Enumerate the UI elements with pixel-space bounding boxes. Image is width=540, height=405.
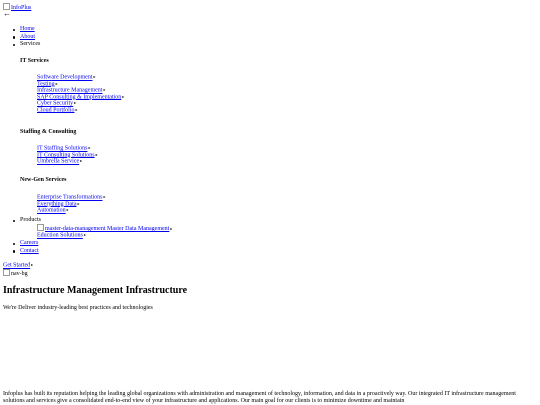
staffing-heading: Staffing & Consulting [20, 129, 77, 135]
caret-right-icon: ▸ [31, 262, 34, 267]
broken-image-icon [3, 269, 10, 276]
infrastructure-management-link[interactable]: Infrastructure Management [37, 87, 103, 94]
list-item[interactable] [37, 207, 106, 214]
caret-right-icon: ▸ [66, 207, 69, 212]
umbrella-service-link[interactable]: Umbrella Service [37, 158, 80, 165]
nav-about-link[interactable]: About [20, 33, 35, 40]
list-item[interactable] [37, 158, 98, 165]
caret-right-icon: ▸ [103, 87, 106, 92]
list-item[interactable] [37, 107, 124, 114]
nav-item-about[interactable] [20, 34, 40, 42]
mdm-image-alt: master-data-management [45, 226, 106, 232]
enterprise-transformations-link[interactable]: Enterprise Transformations [37, 194, 103, 201]
nav-item-services[interactable]: Services [20, 41, 41, 48]
mdm-label: Master Data Management [107, 226, 170, 232]
intro-paragraph: Infoplus has built its reputation helping the leading global organizations with administration and management of technology, information, and data in a proactively way. Our integrated IT infrastructure management solutions and services give a consolidated end-to-end view of your infrastructure and applications. Our main goal for our clients is to minimize downtime and maintain [3, 391, 516, 404]
nav-home-link[interactable]: Home [20, 26, 35, 32]
automation-link[interactable]: Automation [37, 207, 66, 214]
it-services-heading: IT Services [20, 58, 49, 64]
staffing-list [37, 145, 98, 165]
page-title: Infrastructure Management Infrastructure [3, 285, 188, 296]
nav-bg-alt: nav-bg [11, 271, 28, 277]
it-staffing-link[interactable]: IT Staffing Solutions [37, 145, 88, 152]
page-subtitle: We're Deliver industry-leading best practices and technologies [3, 305, 153, 311]
nav-careers-link[interactable]: Careers [20, 240, 39, 246]
caret-right-icon: ▸ [80, 158, 83, 163]
caret-right-icon: ▸ [122, 93, 125, 99]
nav-item-home[interactable] [20, 26, 40, 34]
products-list [37, 224, 172, 239]
main-nav [20, 26, 40, 49]
get-started-cta[interactable] [3, 262, 33, 269]
caret-right-icon: ▸ [74, 100, 77, 105]
caret-right-icon: ▸ [77, 200, 80, 206]
caret-right-icon: ▸ [55, 80, 58, 86]
nav-item-careers[interactable] [20, 240, 39, 248]
caret-right-icon: ▸ [75, 106, 78, 112]
newgen-list [37, 194, 106, 214]
list-item[interactable] [37, 232, 172, 239]
list-item[interactable] [37, 194, 106, 201]
nav-bg-image [3, 269, 28, 277]
sap-consulting-link[interactable]: SAP Consulting & Implementation [37, 94, 122, 100]
cyber-security-link[interactable]: Cyber Security [37, 100, 74, 107]
get-started-button[interactable]: Get Started [3, 262, 31, 269]
caret-right-icon: ▸ [93, 74, 96, 79]
caret-right-icon: ▸ [95, 151, 98, 157]
newgen-heading: New-Gen Services [20, 177, 67, 183]
software-development-link[interactable]: Software Development [37, 74, 93, 81]
eduction-solutions-link[interactable]: Eduction Solutions [37, 232, 83, 239]
broken-image-icon [37, 224, 44, 231]
nav-contact-link[interactable]: Contact [20, 247, 39, 254]
it-consulting-link[interactable]: IT Consulting Solutions [37, 152, 95, 158]
caret-right-icon: ▸ [83, 232, 86, 237]
caret-right-icon: ▸ [170, 225, 173, 231]
list-item[interactable] [37, 145, 98, 152]
list-item[interactable] [37, 224, 172, 232]
it-services-list [37, 74, 124, 113]
logo-alt: InfoPlus [11, 5, 32, 11]
caret-right-icon: ▸ [88, 145, 91, 150]
caret-right-icon: ▸ [103, 194, 106, 199]
back-arrow-icon[interactable]: ← [3, 9, 11, 18]
nav-item-products[interactable]: Products [20, 217, 41, 223]
everything-data-link[interactable]: Everything Data [37, 201, 77, 207]
cloud-portfolio-link[interactable]: Cloud Portfolio [37, 107, 75, 113]
main-nav-tail [20, 240, 39, 255]
testing-link[interactable]: Testing [37, 81, 55, 87]
nav-item-contact[interactable] [20, 248, 39, 256]
